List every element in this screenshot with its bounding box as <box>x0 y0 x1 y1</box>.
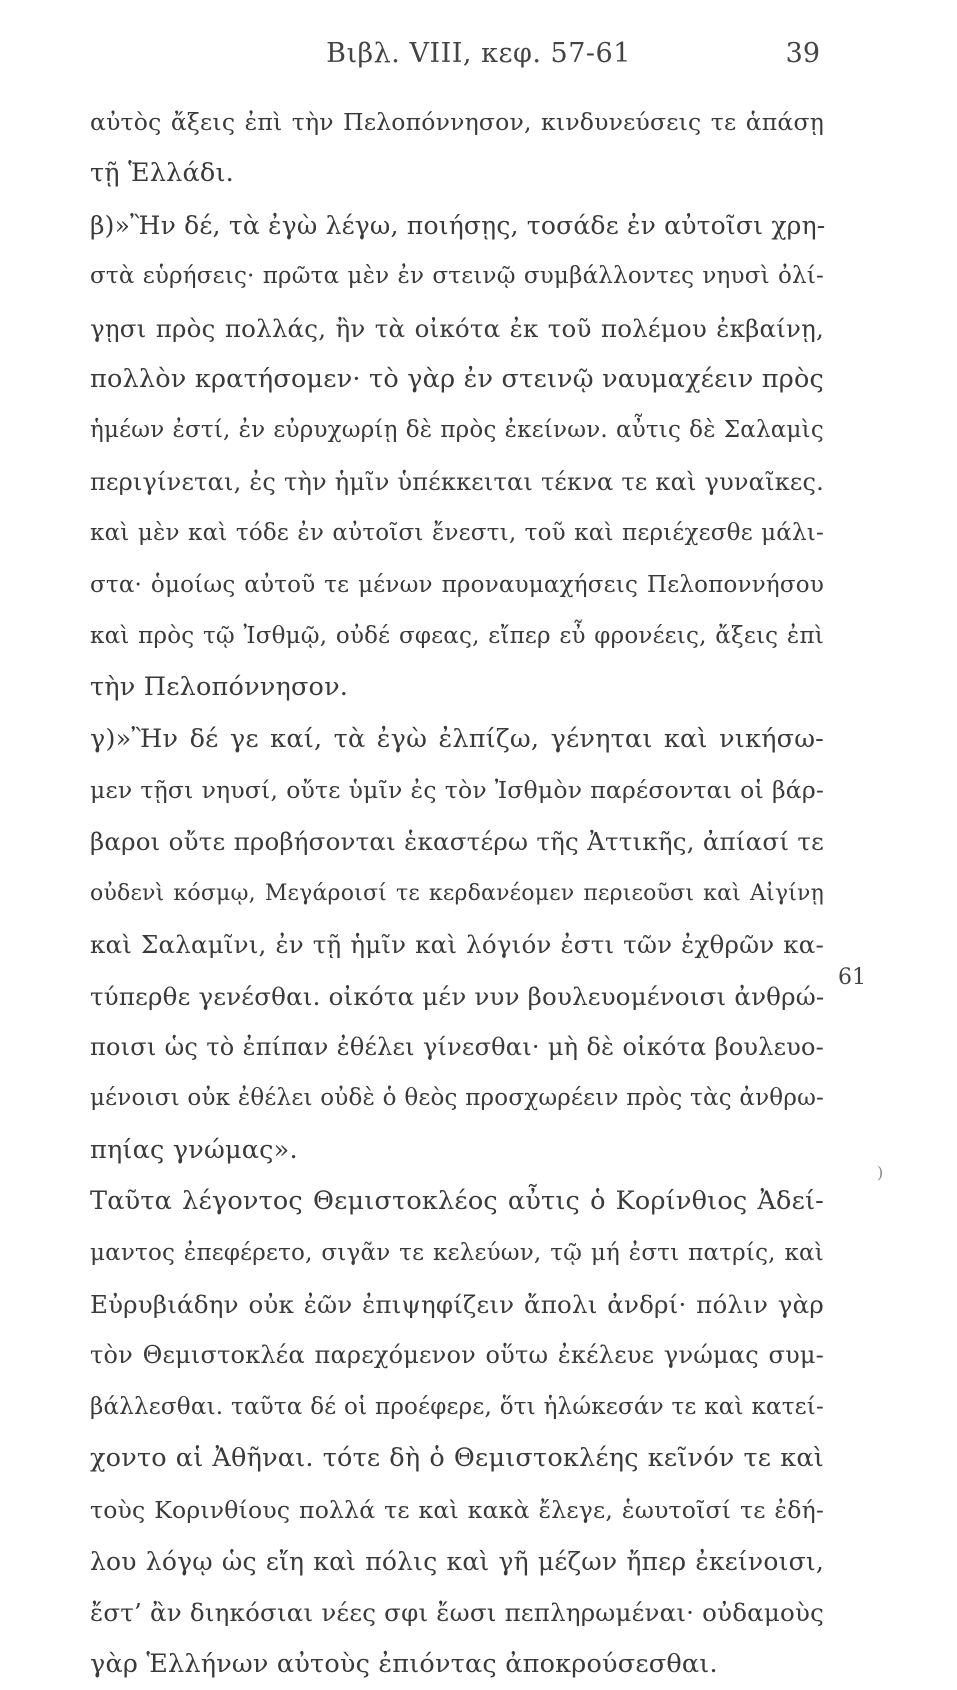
text-line: ποισι ὡς τὸ ἐπίπαν ἐθέλει γίνεσθαι· μὴ δὲ οἰκότα βουλευο- <box>90 1033 824 1062</box>
chapter-margin-number: 61 <box>838 965 866 990</box>
text-line: τῇ Ἑλλάδι. <box>90 158 234 189</box>
text-line: χοντο αἱ Ἀθῆναι. τότε δὴ ὁ Θεμιστοκλέης κεῖνόν τε καὶ <box>90 1443 824 1474</box>
text-line: περιγίνεται, ἐς τὴν ἡμῖν ὑπέκκειται τέκνα τε καὶ γυναῖκες. <box>90 467 824 496</box>
text-line: βάλλεσθαι. ταῦτα δέ οἱ προέφερε, ὅτι ἡλώκεσάν τε καὶ κατεί- <box>90 1393 824 1420</box>
body-text <box>90 97 824 1690</box>
text-line: πολλὸν κρατήσομεν· τὸ γὰρ ἐν στεινῷ ναυμαχέειν πρὸς <box>90 363 824 394</box>
text-line: καὶ μὲν καὶ τόδε ἐν αὐτοῖσι ἔνεστι, τοῦ καὶ περιέχεσθε μάλι- <box>90 520 824 547</box>
text-line: Ταῦτα λέγοντος Θεμιστοκλέος αὖτις ὁ Κορίνθιος Ἀδεί- <box>90 1186 824 1217</box>
text-line: γῃσι πρὸς πολλάς, ἢν τὰ οἰκότα ἐκ τοῦ πολέμου ἐκβαίνῃ, <box>90 313 824 343</box>
text-line: μεν τῇσι νηυσί, οὔτε ὑμῖν ἐς τὸν Ἰσθμὸν παρέσονται οἱ βάρ- <box>90 776 824 805</box>
text-line: μαντος ἐπεφέρετο, σιγᾶν τε κελεύων, τῷ μή ἐστι πατρίς, καὶ <box>90 1239 824 1266</box>
text-line: καὶ πρὸς τῷ Ἰσθμῷ, οὐδέ σφεας, εἴπερ εὖ φρονέεις, ἄξεις ἐπὶ <box>90 622 824 649</box>
text-line: λου λόγῳ ὡς εἴη καὶ πόλις καὶ γῆ μέζων ἤπερ ἐκείνοισι, <box>90 1546 824 1576</box>
text-line: οὐδενὶ κόσμῳ, Μεγάροισί τε κερδανέομεν περιεοῦσι καὶ Αἰγίνῃ <box>90 880 824 906</box>
margin-mark: ) <box>877 1163 884 1182</box>
text-line: τὴν Πελοπόννησον. <box>90 672 349 703</box>
text-line: Εὐρυβιάδην οὐκ ἐῶν ἐπιψηφίζειν ἄπολι ἀνδρί· πόλιν γὰρ <box>90 1289 824 1319</box>
text-line: β)»Ἢν δέ, τὰ ἐγὼ λέγω, ποιήσῃς, τοσάδε ἐν αὐτοῖσι χρη- <box>90 210 826 240</box>
text-line: τὸν Θεμιστοκλέα παρεχόμενον οὕτω ἐκέλευε γνώμας συμ- <box>90 1341 824 1370</box>
text-line: στα· ὁμοίως αὐτοῦ τε μένων προναυμαχήσεις Πελοποννήσου <box>90 571 824 598</box>
text-line: βαροι οὔτε προβήσονται ἑκαστέρω τῆς Ἀττικῆς, ἀπίασί τε <box>90 827 824 857</box>
text-line: στὰ εὑρήσεις· πρῶτα μὲν ἐν στεινῷ συμβάλλοντες νηυσὶ ὀλί- <box>90 263 824 290</box>
text-line: καὶ Σαλαμῖνι, ἐν τῇ ἡμῖν καὶ λόγιόν ἐστι τῶν ἐχθρῶν κα- <box>90 930 824 960</box>
text-line: ἡμέων ἐστί, ἐν εὐρυχωρίῃ δὲ πρὸς ἐκείνων. αὖτις δὲ Σαλαμὶς <box>90 417 824 444</box>
text-line: πηίας γνώμας». <box>90 1134 298 1165</box>
running-head <box>0 38 957 78</box>
running-head-title: Βιβλ. VIII, κεφ. 57-61 <box>326 38 631 69</box>
text-line: μένοισι οὐκ ἐθέλει οὐδὲ ὁ θεὸς προσχωρέειν πρὸς τὰς ἀνθρω- <box>90 1085 824 1112</box>
text-line: τύπερθε γενέσθαι. οἰκότα μέν νυν βουλευομένοισι ἀνθρώ- <box>90 981 825 1011</box>
text-line: ἔστ’ ἂν διηκόσιαι νέες σφι ἔωσι πεπληρωμέναι· οὐδαμοὺς <box>90 1598 824 1628</box>
text-line: αὐτὸς ἄξεις ἐπὶ τὴν Πελοπόννησον, κινδυνεύσεις τε ἁπάσῃ <box>90 108 824 136</box>
page-number: 39 <box>785 38 820 69</box>
text-line: γὰρ Ἑλλήνων αὐτοὺς ἐπιόντας ἀποκρούσεσθαι. <box>90 1648 718 1679</box>
text-line: τοὺς Κορινθίους πολλά τε καὶ κακὰ ἔλεγε, ἑωυτοῖσί τε ἐδή- <box>90 1495 824 1524</box>
text-line: γ)»Ἢν δέ γε καί, τὰ ἐγὼ ἐλπίζω, γένηται καὶ νικήσω- <box>90 723 824 754</box>
